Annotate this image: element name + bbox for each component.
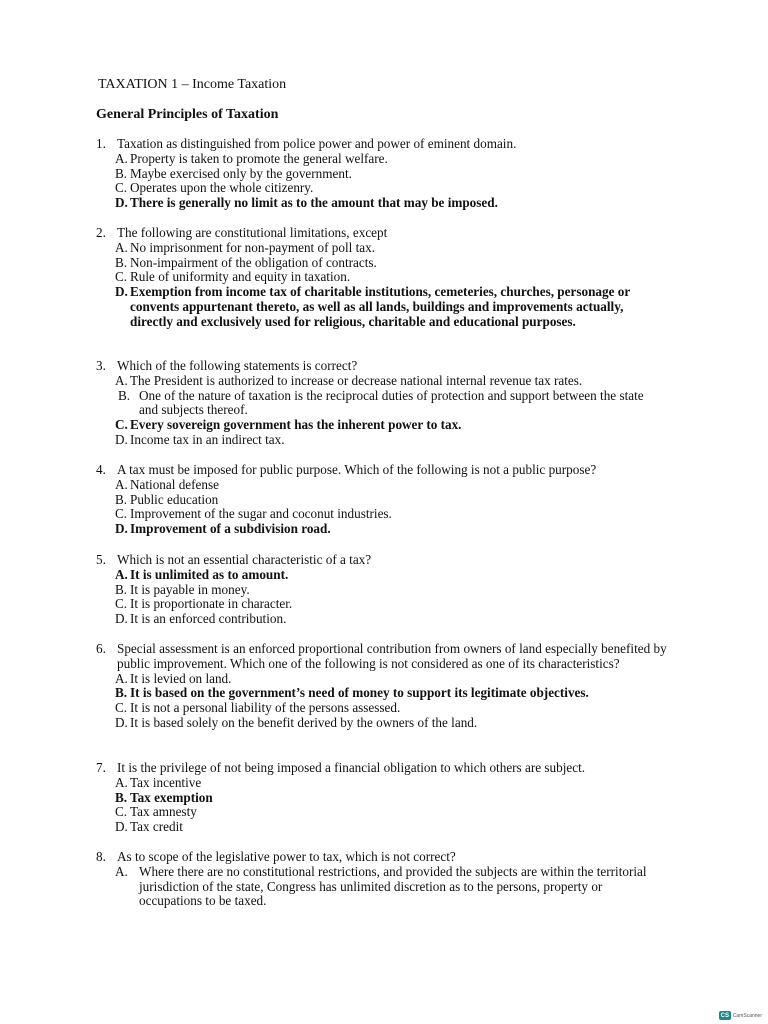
scanner-watermark	[719, 1011, 762, 1020]
question-stem	[96, 137, 696, 152]
question-text: Which of the following statements is correct?	[117, 358, 358, 373]
option-a: A. It is levied on land.	[115, 670, 232, 686]
question-stem	[96, 761, 696, 776]
question-text: As to scope of the legislative power to tax, which is not correct?	[117, 849, 456, 864]
option-c: C. Rule of uniformity and equity in taxation.	[115, 269, 351, 285]
option-d-correct: D. Improvement of a subdivision road.	[115, 521, 331, 537]
question-7	[96, 761, 696, 835]
option-b: B. Public education	[115, 491, 219, 507]
question-number: 6.	[96, 641, 106, 656]
question-number: 5.	[96, 552, 106, 567]
question-8	[96, 850, 696, 909]
question-text: It is the privilege of not being imposed a financial obligation to which others are subject.	[117, 760, 586, 775]
question-stem	[96, 463, 696, 478]
question-number: 7.	[96, 760, 106, 775]
question-text: The following are constitutional limitations, except	[117, 225, 388, 240]
option-b: B. Maybe exercised only by the government.	[115, 165, 352, 181]
question-number: 1.	[96, 136, 106, 151]
question-text: Taxation as distinguished from police power and power of eminent domain.	[117, 136, 517, 151]
option-a: A. Tax incentive	[115, 774, 202, 790]
question-6	[96, 642, 696, 731]
option-b: B. One of the nature of taxation is the reciprocal duties of protection and support between the state and subjects thereof.	[118, 387, 644, 418]
question-2	[96, 226, 696, 330]
question-text: A tax must be imposed for public purpose. Which of the following is not a public purpose?	[117, 462, 597, 477]
option-d: D. Tax credit	[115, 819, 183, 835]
question-3	[96, 359, 696, 448]
option-b: B. It is payable in money.	[115, 581, 250, 597]
option-a: A. Where there are no constitutional restrictions, and provided the subjects are within the territorial jurisdiction of the state, Congress has unlimited discretion as to the persons, property or occupations to be taxed.	[115, 863, 647, 909]
option-c: C. Operates upon the whole citizenry.	[115, 180, 314, 196]
document-title: TAXATION 1 – Income Taxation	[98, 77, 287, 92]
question-text: Special assessment is an enforced proportional contribution from owners of land especially benefited by public improvement. Which one of the following is not considered as one of its characteristics?	[117, 641, 667, 671]
question-5	[96, 553, 696, 627]
question-number: 4.	[96, 462, 106, 477]
option-c: C. Tax amnesty	[115, 804, 197, 820]
option-a: A. National defense	[115, 476, 219, 492]
question-1	[96, 137, 696, 211]
option-d: D. It is an enforced contribution.	[115, 611, 287, 627]
option-c: C. Improvement of the sugar and coconut industries.	[115, 506, 392, 522]
option-b-correct: B. It is based on the government’s need of money to support its legitimate objectives.	[115, 685, 589, 701]
camscanner-icon: CS	[720, 1012, 729, 1019]
scanner-label: CamScanner	[732, 1012, 762, 1019]
option-d: D. Income tax in an indirect tax.	[115, 431, 285, 447]
question-stem	[96, 226, 696, 241]
option-a-correct: A. It is unlimited as to amount.	[115, 566, 289, 582]
question-number: 2.	[96, 225, 106, 240]
option-d-correct: D. Exemption from income tax of charitable institutions, cemeteries, churches, personage or convents appurtenant thereto, as well as all lands, buildings and improvements actually, directly and exclusively used for religious, charitable and educational purposes.	[115, 284, 630, 329]
question-stem	[96, 850, 696, 865]
option-c: C. It is not a personal liability of the persons assessed.	[115, 700, 401, 716]
question-number: 3.	[96, 358, 106, 373]
question-text: Which is not an essential characteristic of a tax?	[117, 552, 372, 567]
option-a: A. The President is authorized to increase or decrease national internal revenue tax rates.	[115, 372, 583, 388]
option-c: C. It is proportionate in character.	[115, 596, 293, 612]
option-d: D. It is based solely on the benefit derived by the owners of the land.	[115, 714, 478, 730]
question-number: 8.	[96, 849, 106, 864]
question-4	[96, 463, 696, 537]
option-c-correct: C. Every sovereign government has the inherent power to tax.	[115, 417, 462, 433]
option-b-correct: B. Tax exemption	[115, 789, 213, 805]
option-a: A. Property is taken to promote the general welfare.	[115, 150, 388, 166]
option-b: B. Non-impairment of the obligation of contracts.	[115, 254, 377, 270]
question-stem	[96, 642, 672, 672]
section-title: General Principles of Taxation	[96, 107, 279, 122]
question-stem	[96, 359, 696, 374]
option-d-correct: D. There is generally no limit as to the amount that may be imposed.	[115, 195, 498, 211]
option-a: A. No imprisonment for non-payment of poll tax.	[115, 239, 376, 255]
question-stem	[96, 553, 696, 568]
